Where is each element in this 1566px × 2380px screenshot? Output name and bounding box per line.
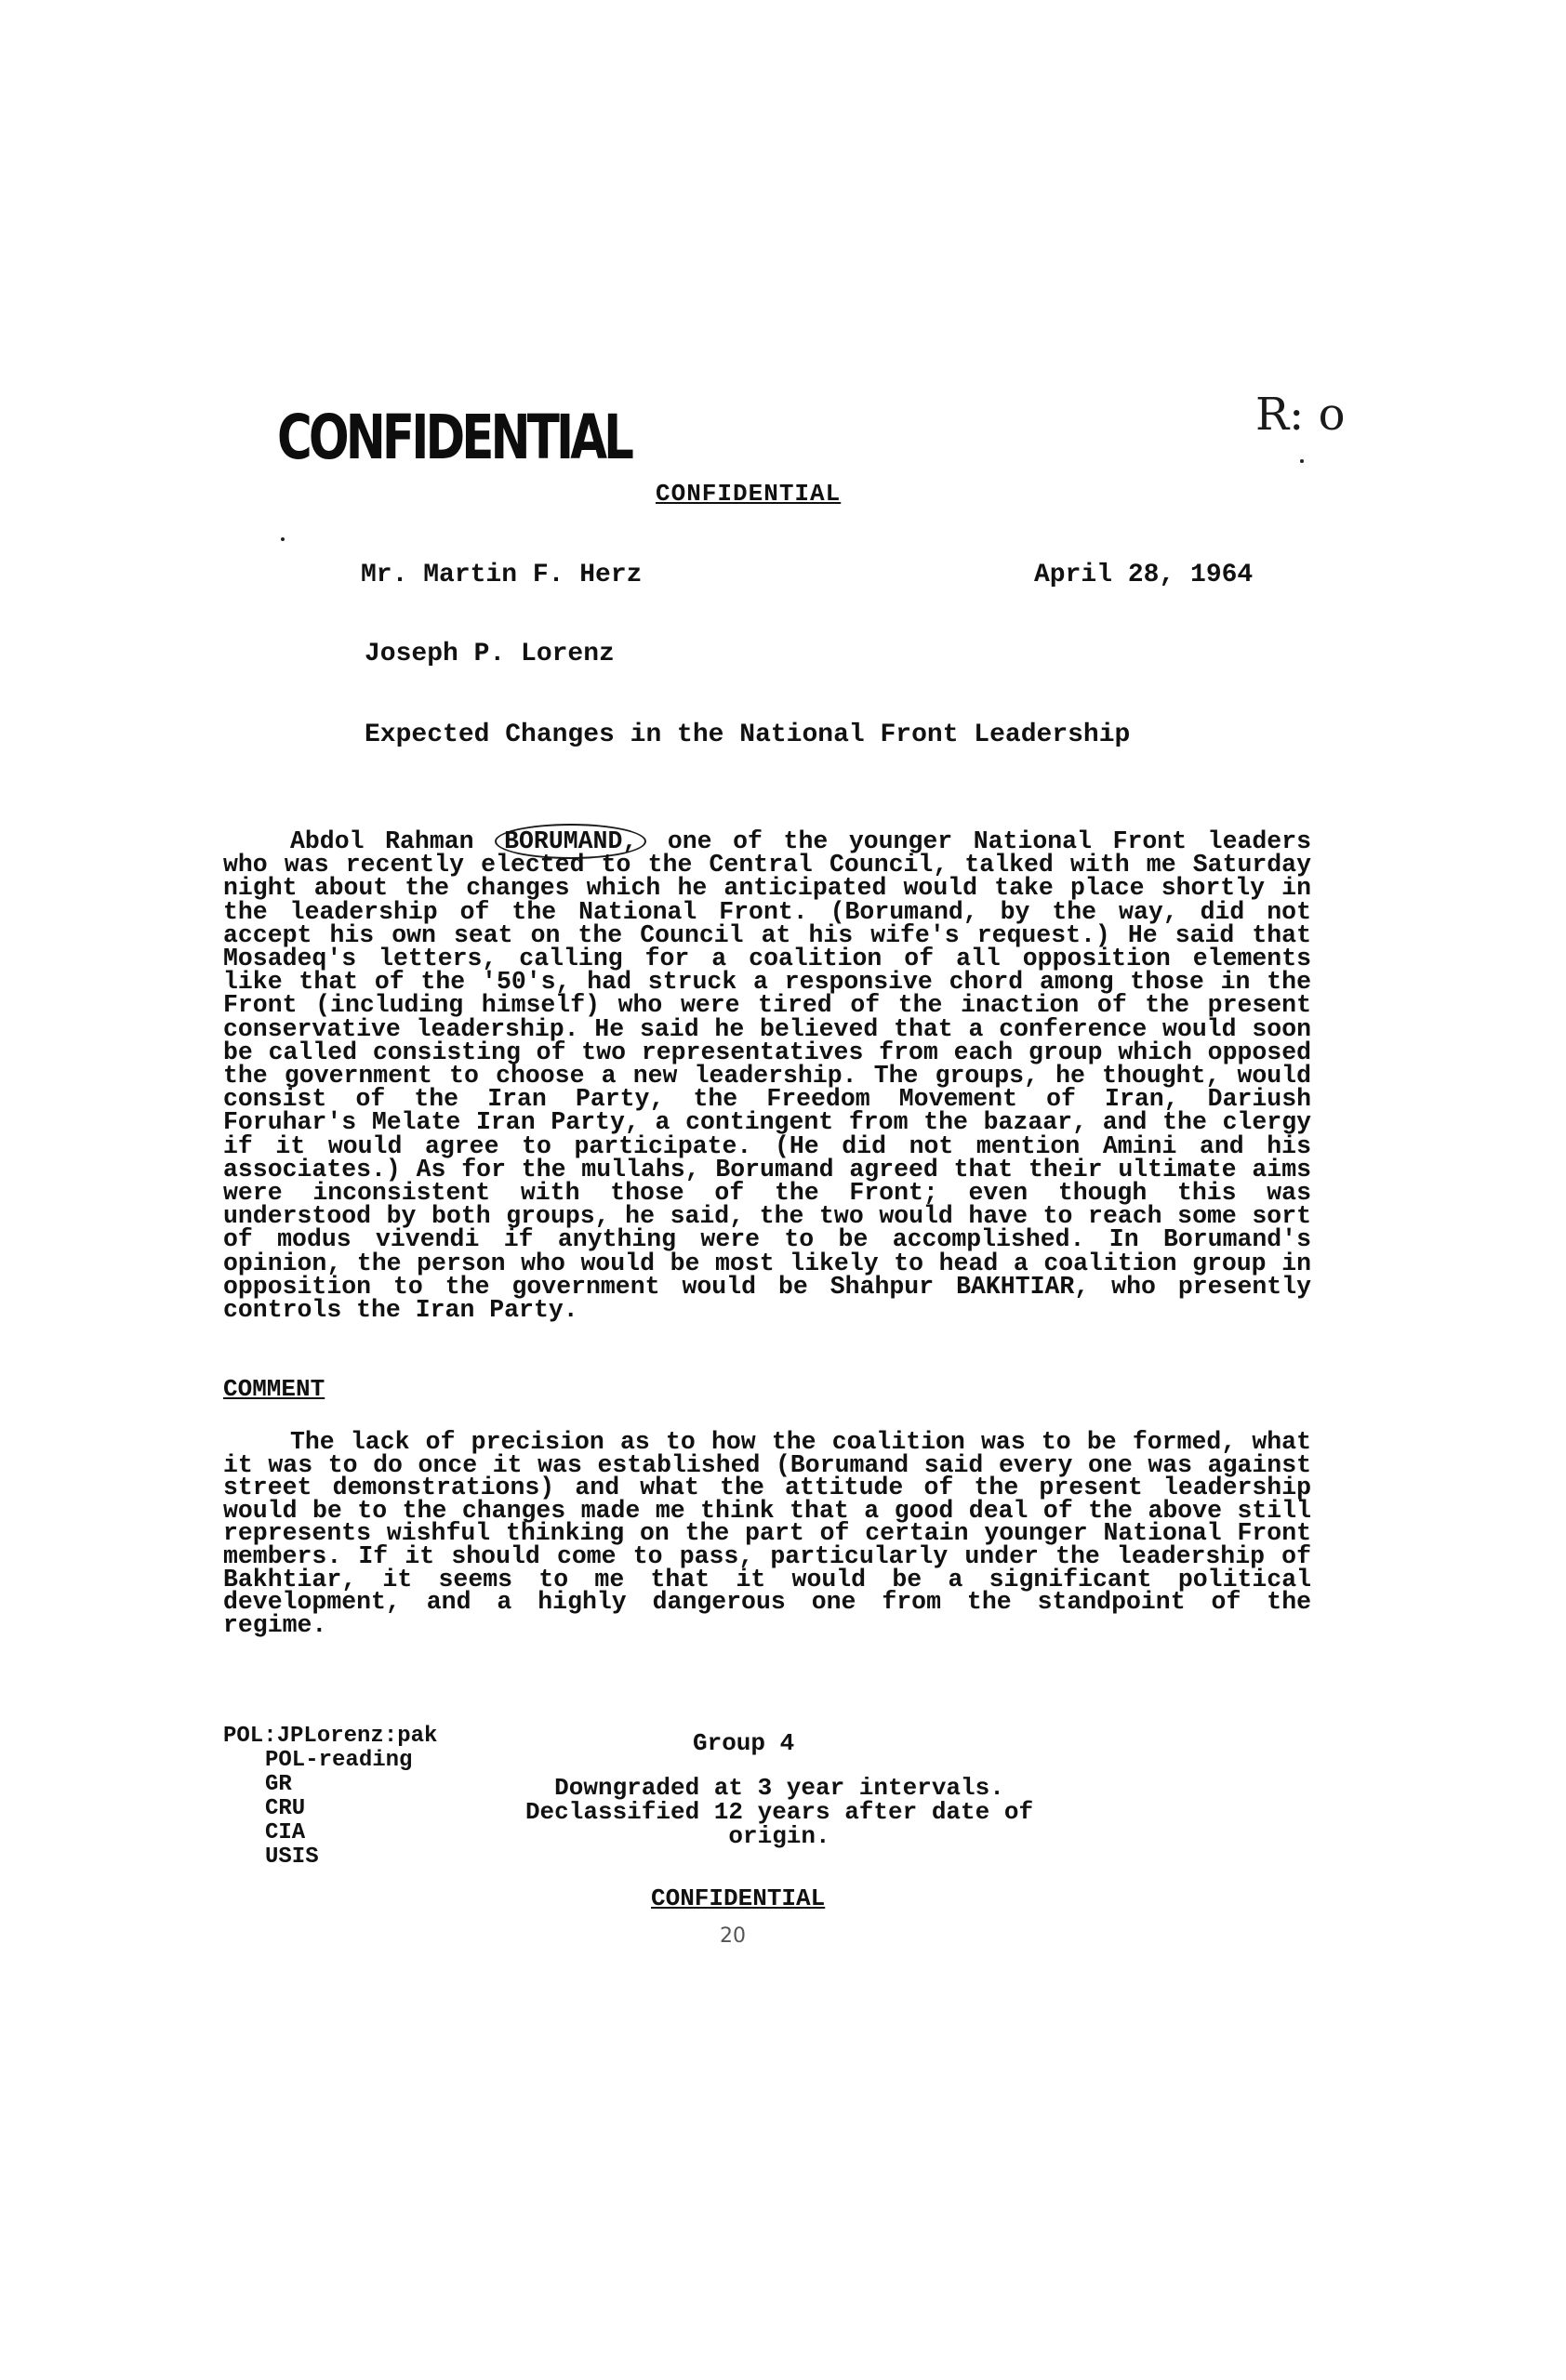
circled-name: BORUMAND, — [495, 824, 646, 859]
confidential-stamp: CONFIDENTIAL — [277, 402, 631, 473]
distribution-list — [223, 1725, 437, 1870]
distribution-line: POL-reading — [265, 1748, 413, 1773]
memo-subject: Expected Changes in the National Front Leadership — [365, 721, 1131, 749]
body-lead-in: Abdol Rahman — [290, 827, 496, 855]
distribution-line: USIS — [265, 1844, 319, 1870]
ink-speck — [281, 537, 285, 541]
comment-heading: COMMENT — [223, 1375, 325, 1403]
handwritten-note: R: o — [1255, 389, 1346, 441]
comment-paragraph: The lack of precision as to how the coalition was to be formed, what it was to do once it was established (Borumand said every one was against street demonstrations) and what the attitude of the present leadership would be to the changes made me think that a good deal of the above still represents wishful thinking on the part of certain younger National Front members. If it should come to pass, particularly under the leadership of Bakhtiar, it seems to me that it would be a significant political development, and a highly dangerous one from the standpoint of the regime. — [223, 1428, 1311, 1639]
declassify-line: Declassified 12 years after date of origin. — [524, 1798, 1034, 1850]
distribution-origin: POL:JPLorenz:pak — [223, 1724, 438, 1749]
body-paragraph-text: one of the younger National Front leaders who was recently elected to the Central Council, talked with me Saturday night about the changes which he anticipated would take place shortly in the leadership of the National Front. (Borumand, by the way, did not accept his own seat on the Council at his wife's request.) He said that Mosadeq's letters, calling for a coalition of all opposition elements like that of the '50's, had struck a responsive chord among those in the Front (including himself) who were tired of the inaction of the present conservative leadership. He said he believed that a conference would soon be called consisting of two representatives from each group which opposed the government to choose a new leadership. The groups, he thought, would consist of the Iran Party, the Freedom Movement of Iran, Dariush Foruhar's Melate Iran Party, a contingent from the bazaar, and the clergy if it would agree to participate. (He did not mention Amini and his associates.) As for the mullahs, Borumand agreed that their ultimate aims were inconsistent with those of the Front; even though this was understood by both groups, he said, the two would have to reach some sort of modus vivendi if anything were to be accomplished. In Borumand's opinion, the person who would be most likely to head a coalition group in opposition to the government would be Shahpur BAKHTIAR, who presently controls the Iran Party. — [223, 827, 1311, 1325]
group-marking: Group 4 — [693, 1729, 795, 1757]
distribution-line: CIA — [265, 1820, 306, 1845]
distribution-line: CRU — [265, 1796, 306, 1821]
memo-date: April 28, 1964 — [1034, 561, 1254, 589]
memo-from: Joseph P. Lorenz — [365, 640, 615, 668]
memo-body-paragraph — [223, 827, 1311, 1325]
ink-speck — [1300, 459, 1304, 463]
downgrade-line: Downgraded at 3 year intervals. — [554, 1774, 1004, 1802]
distribution-line: GR — [265, 1772, 292, 1797]
memo-to: Mr. Martin F. Herz — [361, 561, 643, 589]
page-number: 20 — [720, 1924, 746, 1948]
classification-header: CONFIDENTIAL — [656, 480, 842, 508]
classification-footer: CONFIDENTIAL — [651, 1884, 826, 1912]
downgrade-notice — [491, 1776, 1068, 1848]
